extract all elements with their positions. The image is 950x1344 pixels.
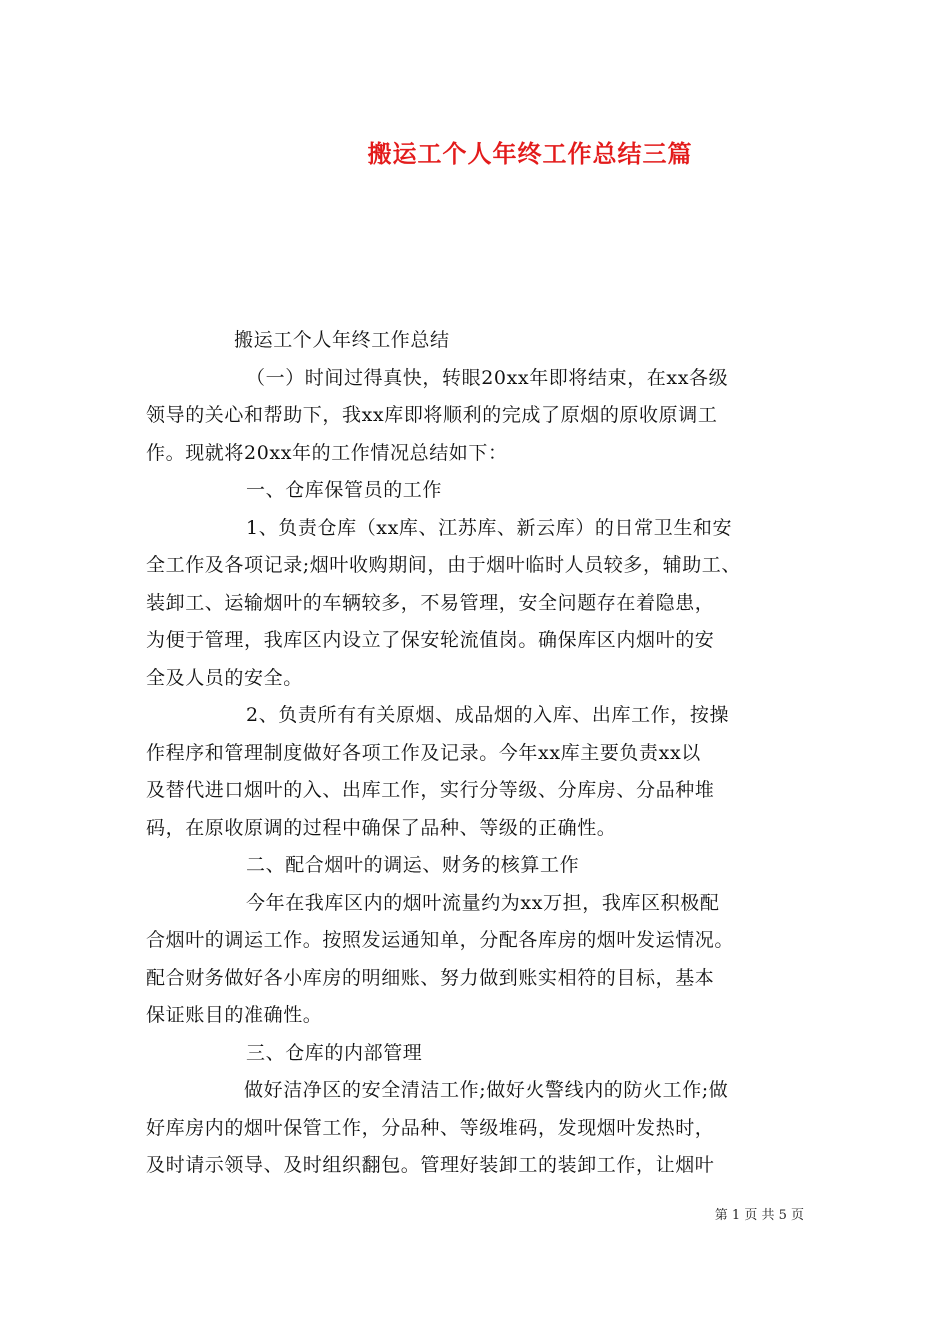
document-title: 搬运工个人年终工作总结三篇 <box>367 140 693 168</box>
text-line: 做好洁净区的安全清洁工作;做好火警线内的防火工作;做 <box>244 1079 729 1101</box>
text-line: 今年在我库区内的烟叶流量约为xx万担，我库区积极配 <box>246 891 720 914</box>
text-line: 二、配合烟叶的调运、财务的核算工作 <box>246 854 580 876</box>
text-line: 1、负责仓库（xx库、江苏库、新云库）的日常卫生和安 <box>246 516 733 539</box>
text-line: 装卸工、运输烟叶的车辆较多，不易管理，安全问题存在着隐患， <box>146 591 715 614</box>
text-line: 一、仓库保管员的工作 <box>246 479 443 501</box>
text-line: 作程序和管理制度做好各项工作及记录。今年xx库主要负责xx以 <box>146 741 701 764</box>
text-line: 及替代进口烟叶的入、出库工作，实行分等级、分库房、分品种堆 <box>146 779 715 801</box>
text-line: 2、负责所有有关原烟、成品烟的入库、出库工作，按操 <box>246 704 730 726</box>
text-line: 搬运工个人年终工作总结 <box>234 329 450 351</box>
text-line: 合烟叶的调运工作。按照发运通知单，分配各库房的烟叶发运情况。 <box>146 929 735 951</box>
text-line: 码，在原收原调的过程中确保了品种、等级的正确性。 <box>146 816 617 839</box>
document-body <box>146 322 822 1185</box>
text-line: 配合财务做好各小库房的明细账、努力做到账实相符的目标，基本 <box>146 966 715 989</box>
text-line: 三、仓库的内部管理 <box>246 1041 423 1064</box>
text-line: （一）时间过得真快，转眼20xx年即将结束，在xx各级 <box>246 366 729 389</box>
page-footer: 第 1 页 共 5 页 <box>714 1208 804 1223</box>
text-line: 及时请示领导、及时组织翻包。管理好装卸工的装卸工作，让烟叶 <box>146 1154 715 1176</box>
text-line: 保证账目的准确性。 <box>146 1004 323 1026</box>
text-line: 全及人员的安全。 <box>146 666 303 689</box>
text-line: 领导的关心和帮助下，我xx库即将顺利的完成了原烟的原收原调工 <box>146 404 718 426</box>
text-line: 好库房内的烟叶保管工作，分品种、等级堆码，发现烟叶发热时， <box>146 1116 715 1139</box>
text-line: 全工作及各项记录;烟叶收购期间，由于烟叶临时人员较多，辅助工、 <box>146 554 742 576</box>
text-line: 作。现就将20xx年的工作情况总结如下： <box>146 441 508 464</box>
text-line: 为便于管理，我库区内设立了保安轮流值岗。确保库区内烟叶的安 <box>146 629 715 651</box>
